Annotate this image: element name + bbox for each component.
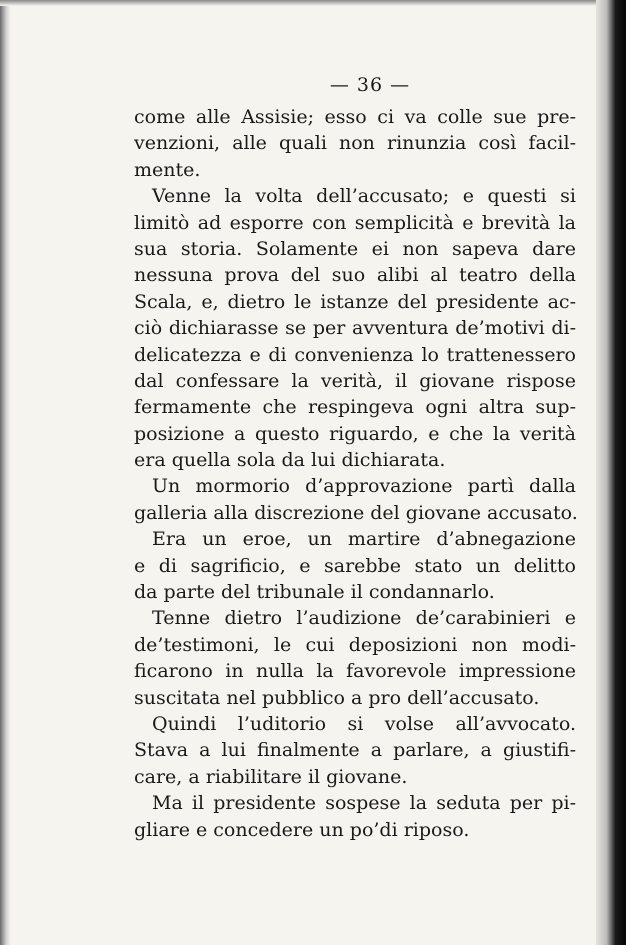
text-line: Ma il presidente sospese la seduta per pi- (152, 792, 576, 815)
text-line: come alle Assisie; esso ci va colle sue pre- (134, 106, 576, 128)
text-line: nessuna prova del suo alibi al teatro della (134, 264, 576, 287)
text-line: care, a riabilitare il giovane. (134, 765, 408, 788)
text-line: ciò dichiarasse se per avventura de’motivi di- (134, 317, 576, 340)
text-line: sua storia. Solamente ei non sapeva dare (134, 237, 576, 260)
text-line: Tenne dietro l’audizione de’carabinieri e (152, 607, 576, 630)
text-line: ficarono in nulla la favorevole impressione (134, 660, 576, 683)
text-line: venzioni, alle quali non rinunzia così facil- (134, 132, 576, 155)
text-line: dal confessare la verità, il giovane rispose (134, 369, 576, 392)
page-number: — 36 — (329, 74, 411, 96)
text-line: da parte del tribunale il condannarlo. (134, 581, 495, 604)
text-line: mente. (134, 158, 201, 181)
text-line: galleria alla discrezione del giovane accusato. (134, 501, 578, 524)
text-line: Quindi l’uditorio si volse all’avvocato. (152, 712, 576, 735)
text-line: gliare e concedere un po’di riposo. (134, 818, 470, 841)
text-line: era quella sola da lui dichiarata. (134, 449, 446, 472)
text-line: de’testimoni, le cui deposizioni non modi- (134, 633, 576, 656)
page-left-edge (0, 0, 10, 945)
text-line: delicatezza e di convenienza lo trattenessero (134, 343, 576, 366)
text-line: e di sagrificio, e sarebbe stato un delitto (134, 554, 576, 577)
text-line: suscitata nel pubblico a pro dell’accusato. (134, 686, 540, 709)
text-line: Venne la volta dell’accusato; e questi si (152, 185, 576, 208)
binding-shadow (596, 0, 626, 945)
text-line: limitò ad esporre con semplicità e brevità la (134, 211, 576, 234)
text-line: posizione a questo riguardo, e che la verità (134, 422, 576, 445)
text-block (134, 74, 576, 843)
text-line: Era un eroe, un martire d’abnegazione (152, 528, 576, 551)
text-line: Un mormorio d’approvazione partì dalla (152, 475, 576, 498)
page-top-edge (0, 0, 626, 6)
text-line: fermamente che respingeva ogni altra sup- (134, 396, 576, 419)
text-line: Stava a lui finalmente a parlare, a giustifi- (134, 739, 576, 762)
text-line: Scala, e, dietro le istanze del presidente ac- (134, 290, 576, 313)
